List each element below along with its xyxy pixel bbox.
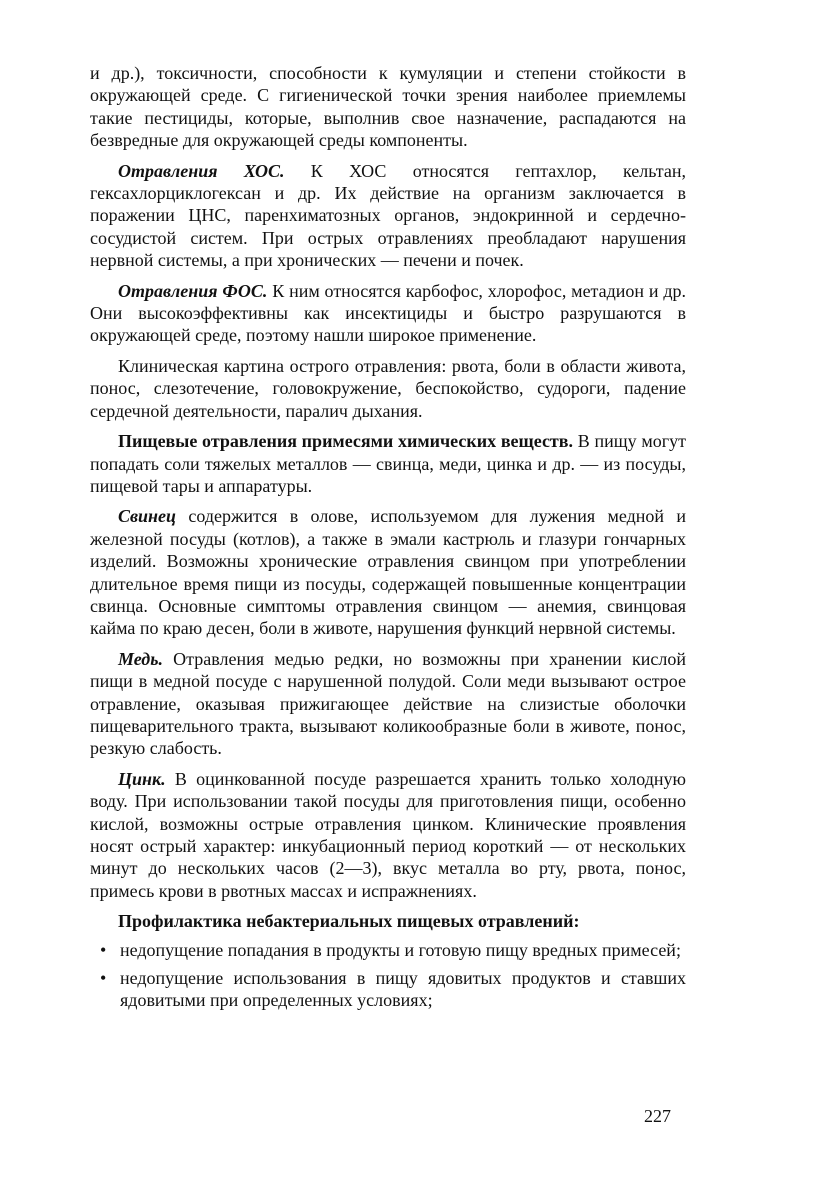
paragraph-lead-fos: Отравления ФОС.: [118, 280, 268, 301]
paragraph-lead-svinets: Свинец: [118, 506, 177, 527]
paragraph-lead-metal: [90, 505, 686, 639]
paragraph-chemical-admixtures: [90, 430, 686, 497]
paragraph-lead-med: Медь.: [118, 648, 163, 669]
paragraph-copper: [90, 648, 686, 760]
paragraph-text: К ХОС относятся гептахлор, кельтан, гексахлорциклогексан и др. Их действие на организм заключается в поражении ЦНС, паренхиматозных органов, эндокринной и сердечно-сосудистой систем. При острых отравлениях преобладают нарушения нервной системы, а при хронических — печени и почек.: [90, 160, 686, 271]
prevention-list: [90, 939, 686, 1012]
paragraph-zinc: [90, 768, 686, 902]
list-item-text: недопущение попадания в продукты и готовую пищу вредных примесей;: [120, 939, 681, 960]
list-item: [90, 939, 686, 961]
section-heading-prevention: Профилактика небактериальных пищевых отравлений:: [118, 911, 580, 932]
paragraph-lead-chemical: Пищевые отравления примесями химических веществ.: [118, 431, 573, 452]
paragraph-hos-poisoning: [90, 160, 686, 272]
paragraph-text: В пищу могут попадать соли тяжелых металлов — свинца, меди, цинка и др. — из посуды, пищевой тары и аппаратуры.: [90, 431, 686, 496]
paragraph-clinical-picture: [90, 355, 686, 422]
paragraph-pesticides-intro: [90, 62, 686, 152]
paragraph-fos-poisoning: [90, 280, 686, 347]
paragraph-text: и др.), токсичности, способности к кумуляции и степени стойкости в окружающей среде. С гигиенической точки зрения наиболее приемлемы такие пестициды, которые, выполнив свое назначение, распадаются на безвредные для окружающей среды компоненты.: [90, 63, 686, 151]
page-body: [90, 62, 686, 1018]
paragraph-text: Отравления медью редки, но возможны при хранении кислой пищи в медной посуде с нарушенной полудой. Соли меди вызывают острое отравление, оказывая прижигающее действие на слизистые оболочки пищеварительного тракта, вызывают коликообразные боли в животе, понос, резкую слабость.: [90, 648, 686, 759]
paragraph-text: содержится в олове, используемом для лужения медной и железной посуды (котлов), а также в эмали кастрюль и глазури гончарных изделий. Возможны хронические отравления свинцом при употреблении длительное время пищи из посуды, содержащей повышенные концентрации свинца. Основные симптомы отравления свинцом — анемия, свинцовая кайма по краю десен, боли в животе, нарушения функций нервной системы.: [90, 506, 686, 639]
paragraph-lead-hos: Отравления ХОС.: [118, 160, 285, 181]
bullet-icon: •: [100, 968, 107, 989]
paragraph-text: К ним относятся карбофос, хлорофос, метадион и др. Они высокоэффективны как инсектициды и быстро разрушаются в окружающей среде, поэтому нашли широкое применение.: [90, 280, 686, 346]
list-item: [90, 967, 686, 1012]
paragraph-lead-tsink: Цинк.: [118, 768, 166, 789]
bullet-icon: •: [100, 939, 107, 960]
list-item-text: недопущение использования в пищу ядовитых продуктов и ставших ядовитыми при определенных условиях;: [120, 968, 686, 1011]
paragraph-text: В оцинкованной посуде разрешается хранить только холодную воду. При использовании такой посуды для приготовления пищи, особенно кислой, возможны острые отравления цинком. Клинические проявления носят острый характер: инкубационный период короткий — от нескольких минут до нескольких часов (2—3), вкус металла во рту, рвота, понос, примесь крови в рвотных массах и испражнениях.: [90, 768, 686, 901]
page-number: 227: [644, 1106, 671, 1126]
paragraph-text: Клиническая картина острого отравления: рвота, боли в области живота, понос, слезотечение, головокружение, беспокойство, судороги, падение сердечной деятельности, паралич дыхания.: [90, 355, 686, 421]
